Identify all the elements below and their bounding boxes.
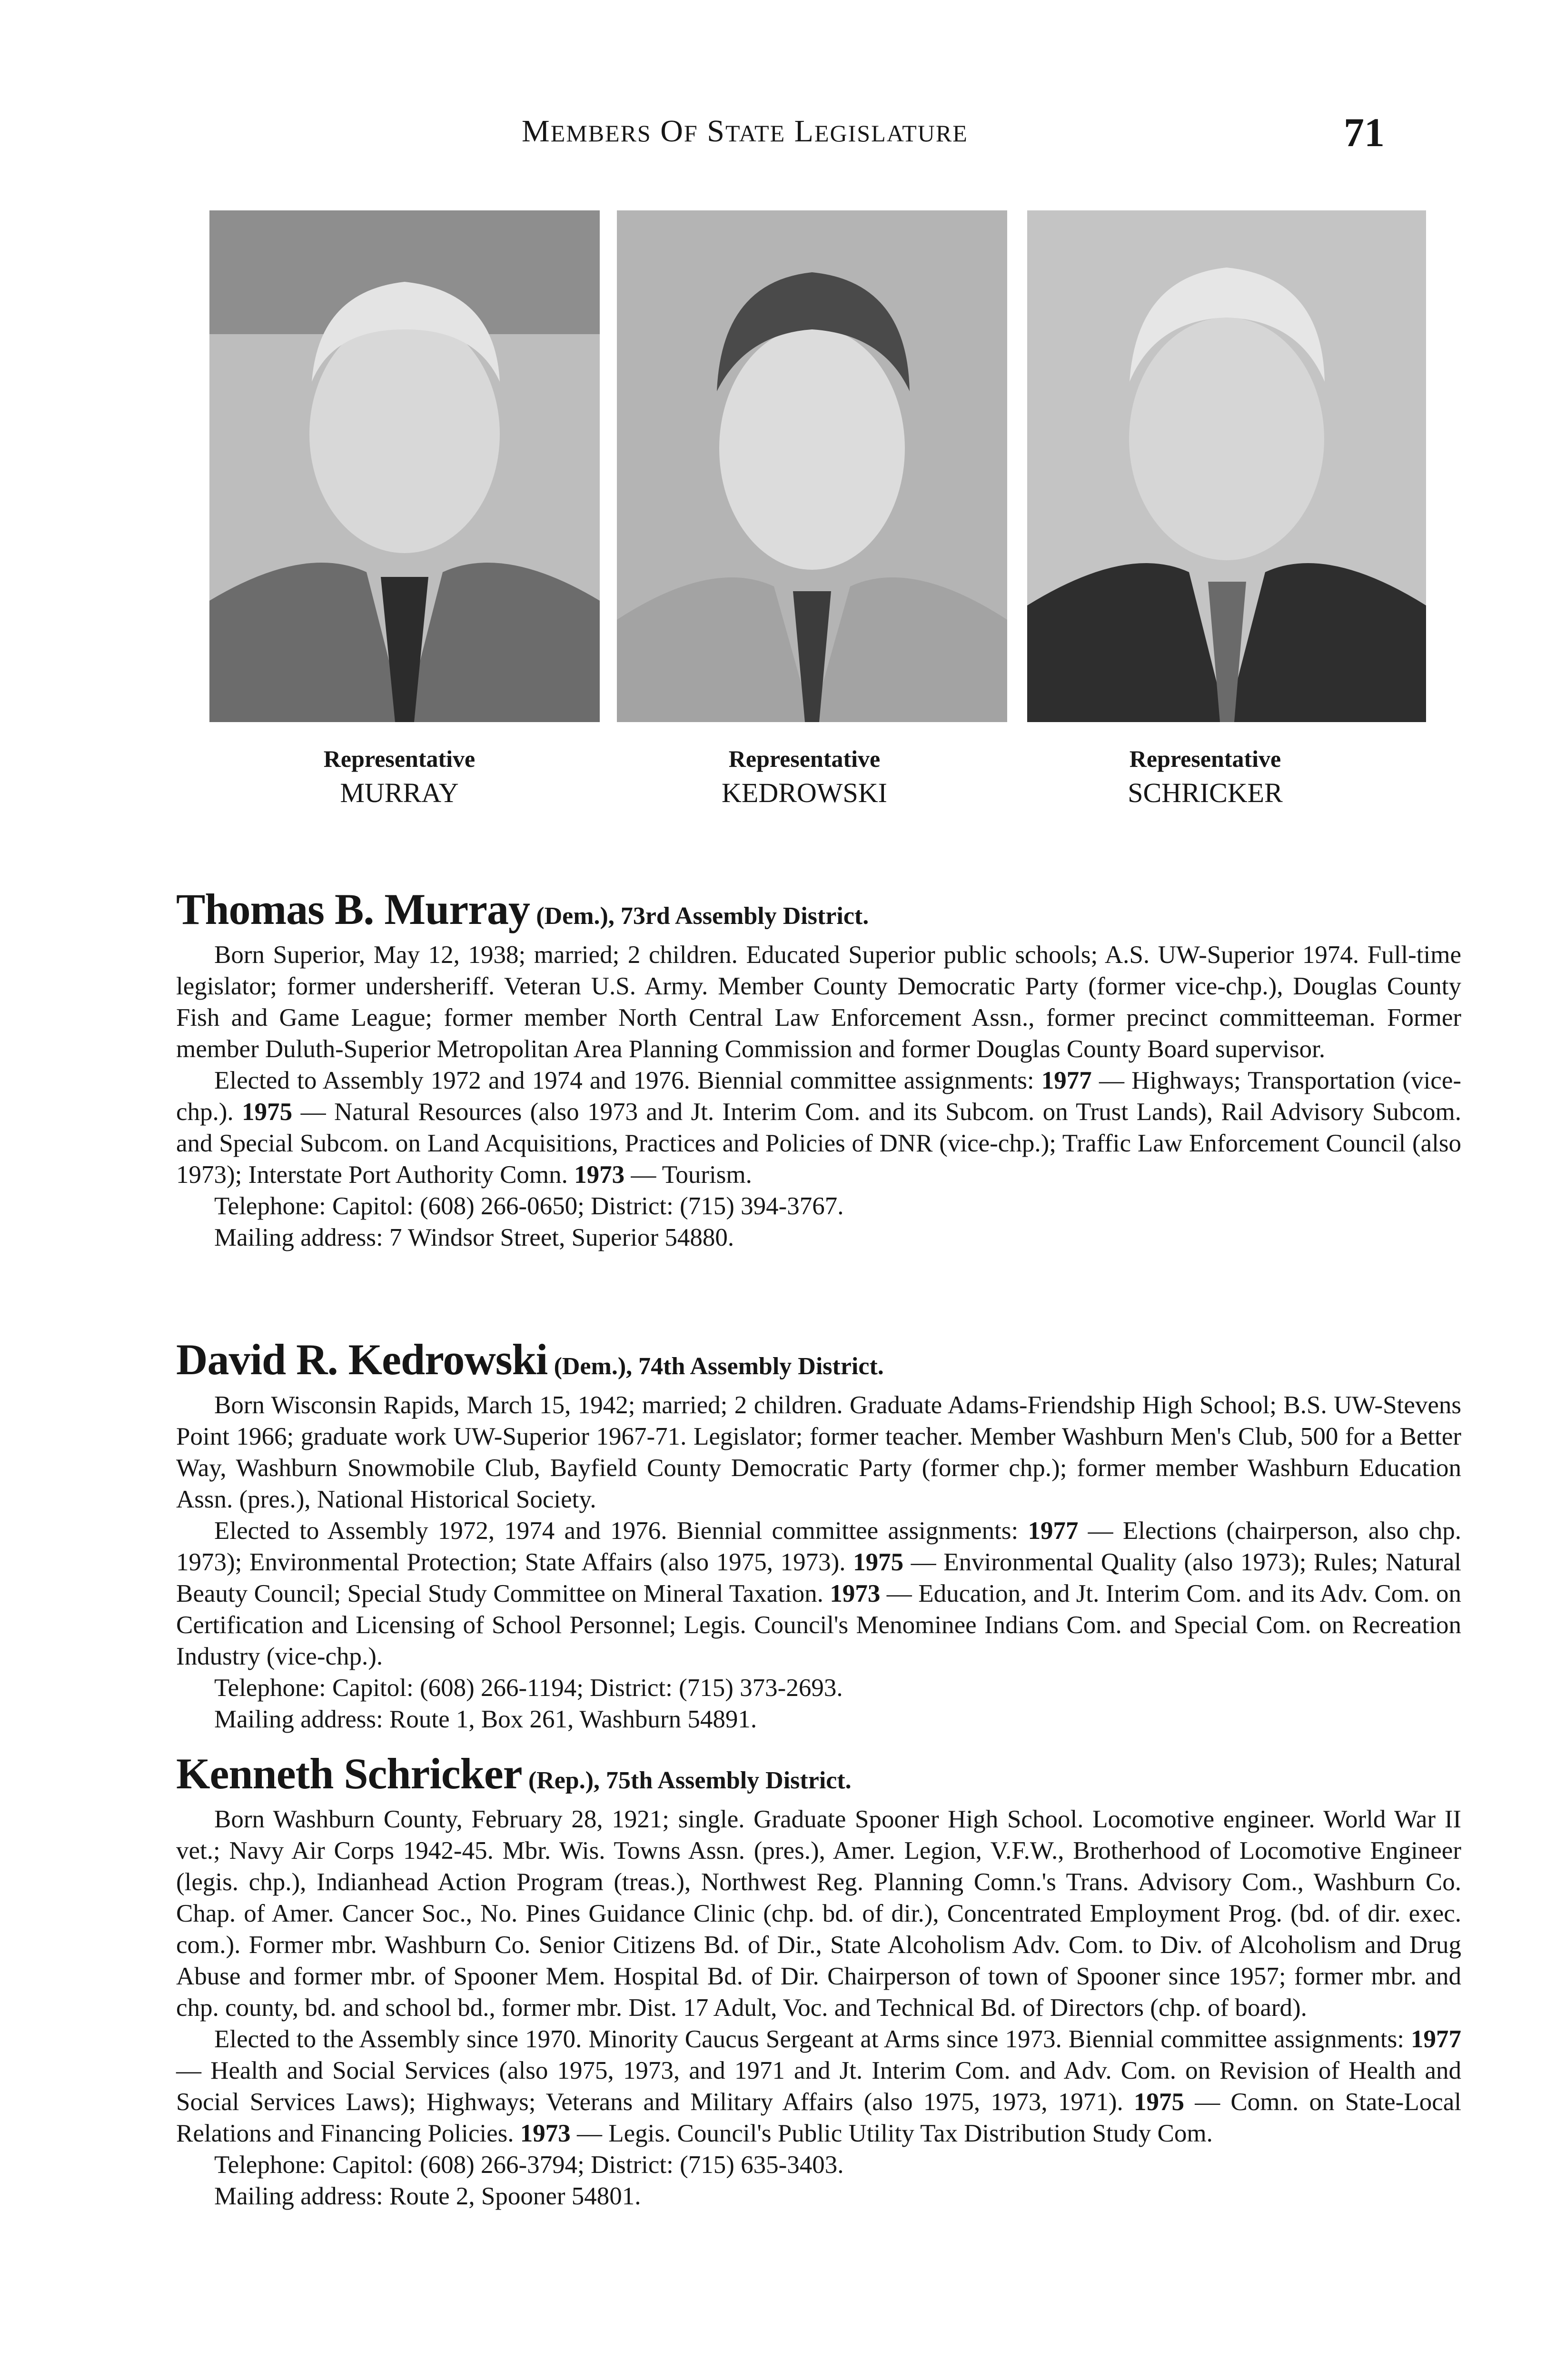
biography-murray: [176, 886, 1461, 1253]
portrait-photo-kedrowski: [617, 210, 1007, 722]
biography-heading: [176, 886, 1461, 939]
party-district: (Dem.), 74th Assembly District.: [554, 1353, 884, 1380]
biography-paragraph: Elected to Assembly 1972 and 1974 and 1976. Biennial committee assignments: 1977 — Highways; Transportation (vice-chp.). 1975 — Natural Resources (also 1973 and Jt. Interim Com. and its Subcom. on Trust Lands), Rail Advisory Subcom. and Special Subcom. on Land Acquisitions, Practices and Policies of DNR (vice-chp.); Traffic Law Enforcement Council (also 1973); Interstate Port Authority Comn. 1973 — Tourism.: [176, 1067, 1461, 1189]
portrait-photo-schricker: [1027, 210, 1426, 722]
page-header: [522, 113, 1426, 149]
portrait-photo-murray: [209, 210, 600, 722]
biography-paragraph: Born Washburn County, February 28, 1921; single. Graduate Spooner High School. Locomotive engineer. World War II vet.; Navy Air Corps 1942-45. Mbr. Wis. Towns Assn. (pres.), Amer. Legion, V.F.W., Brotherhood of Locomotive Engineer (legis. chp.), Indianhead Action Program (treas.), Northwest Reg. Planning Comn.'s Trans. Advisory Com., Washburn Co. Chap. of Amer. Cancer Soc., No. Pines Guidance Clinic (chp. bd. of dir.), Concentrated Employment Prog. (bd. of dir. exec. com.). Former mbr. Washburn Co. Senior Citizens Bd. of Dir., State Alcoholism Adv. Com. to Div. of Alcoholism and Drug Abuse and former mbr. of Spooner Mem. Hospital Bd. of Dir. Chairperson of town of Spooner since 1957; former mbr. and chp. county, bd. and school bd., former mbr. Dist. 17 Adult, Voc. and Technical Bd. of Directors (chp. of board).: [176, 1805, 1461, 2022]
caption-role: Representative: [323, 745, 476, 772]
session-year: 1977: [1411, 2025, 1461, 2053]
session-year: 1975: [242, 1098, 293, 1126]
biography-paragraph: Elected to Assembly 1972, 1974 and 1976. Biennial committee assignments: 1977 — Elections (chairperson, also chp. 1973); Environmental Protection; State Affairs (also 1975, 1973). 1975 — Environmental Quality (also 1973); Rules; Natural Beauty Council; Special Study Committee on Mineral Taxation. 1973 — Education, and Jt. Interim Com. and its Adv. Com. on Certification and Licensing of School Personnel; Legis. Council's Menominee Indians Com. and Special Com. on Recreation Industry (vice-chp.).: [176, 1517, 1462, 1670]
party-district: (Dem.), 73rd Assembly District.: [536, 902, 869, 930]
party-district: (Rep.), 75th Assembly District.: [528, 1767, 852, 1794]
biography-paragraph: Born Superior, May 12, 1938; married; 2 children. Educated Superior public schools; A.S. UW-Superior 1974. Full-time legislator; former undersheriff. Veteran U.S. Army. Member County Democratic Party (former vice-chp.), Douglas County Fish and Game League; former member North Central Law Enforcement Assn., former precinct committeeman. Former member Duluth-Superior Metropolitan Area Planning Commission and former Douglas County Board supervisor.: [176, 941, 1461, 1063]
session-year: 1973: [574, 1161, 625, 1189]
caption-murray: [228, 742, 571, 810]
session-year: 1975: [853, 1548, 904, 1576]
session-year: 1973: [520, 2120, 571, 2147]
caption-name: MURRAY: [340, 777, 459, 808]
telephone-line: Telephone: Capitol: (608) 266-1194; District: (715) 373-2693.: [214, 1674, 843, 1702]
mailing-address: Mailing address: 7 Windsor Street, Superior 54880.: [214, 1224, 734, 1251]
member-name: Thomas B. Murray: [176, 885, 530, 933]
caption-role: Representative: [1129, 745, 1281, 772]
member-name: David R. Kedrowski: [176, 1335, 548, 1384]
member-name: Kenneth Schricker: [176, 1749, 522, 1798]
caption-name: SCHRICKER: [1128, 777, 1283, 808]
telephone-line: Telephone: Capitol: (608) 266-3794; District: (715) 635-3403.: [214, 2151, 844, 2179]
caption-kedrowski: [633, 742, 976, 810]
caption-schricker: [1034, 742, 1377, 810]
mailing-address: Mailing address: Route 1, Box 261, Washburn 54891.: [214, 1706, 757, 1733]
caption-name: KEDROWSKI: [722, 777, 887, 808]
biography-paragraph: Elected to the Assembly since 1970. Minority Caucus Sergeant at Arms since 1973. Biennial committee assignments: 1977 — Health and Social Services (also 1975, 1973, and 1971 and Jt. Interim Com. and Adv. Com. on Revision of Health and Social Services Laws); Highways; Veterans and Military Affairs (also 1975, 1973, 1971). 1975 — Comn. on State-Local Relations and Financing Policies. 1973 — Legis. Council's Public Utility Tax Distribution Study Com.: [176, 2025, 1461, 2147]
biography-heading: [176, 1337, 1461, 1389]
mailing-address: Mailing address: Route 2, Spooner 54801.: [214, 2182, 641, 2210]
running-title: MEMBERS OF STATE LEGISLATURE: [522, 114, 968, 149]
session-year: 1973: [830, 1580, 881, 1607]
biography-paragraph: Born Wisconsin Rapids, March 15, 1942; married; 2 children. Graduate Adams-Friendship High School; B.S. UW-Stevens Point 1966; graduate work UW-Superior 1967-71. Legislator; former teacher. Member Washburn Men's Club, 500 for a Better Way, Washburn Snowmobile Club, Bayfield County Democratic Party (former chp.); former member Washburn Education Assn. (pres.), National Historical Society.: [176, 1391, 1461, 1513]
session-year: 1975: [1133, 2088, 1184, 2116]
telephone-line: Telephone: Capitol: (608) 266-0650; District: (715) 394-3767.: [214, 1192, 844, 1220]
biography-heading: [176, 1751, 1461, 1804]
session-year: 1977: [1041, 1067, 1092, 1094]
page-number: 71: [1344, 109, 1385, 155]
biography-kedrowski: [176, 1337, 1461, 1735]
session-year: 1977: [1028, 1517, 1079, 1545]
caption-role: Representative: [728, 745, 881, 772]
biography-schricker: [176, 1751, 1461, 2212]
